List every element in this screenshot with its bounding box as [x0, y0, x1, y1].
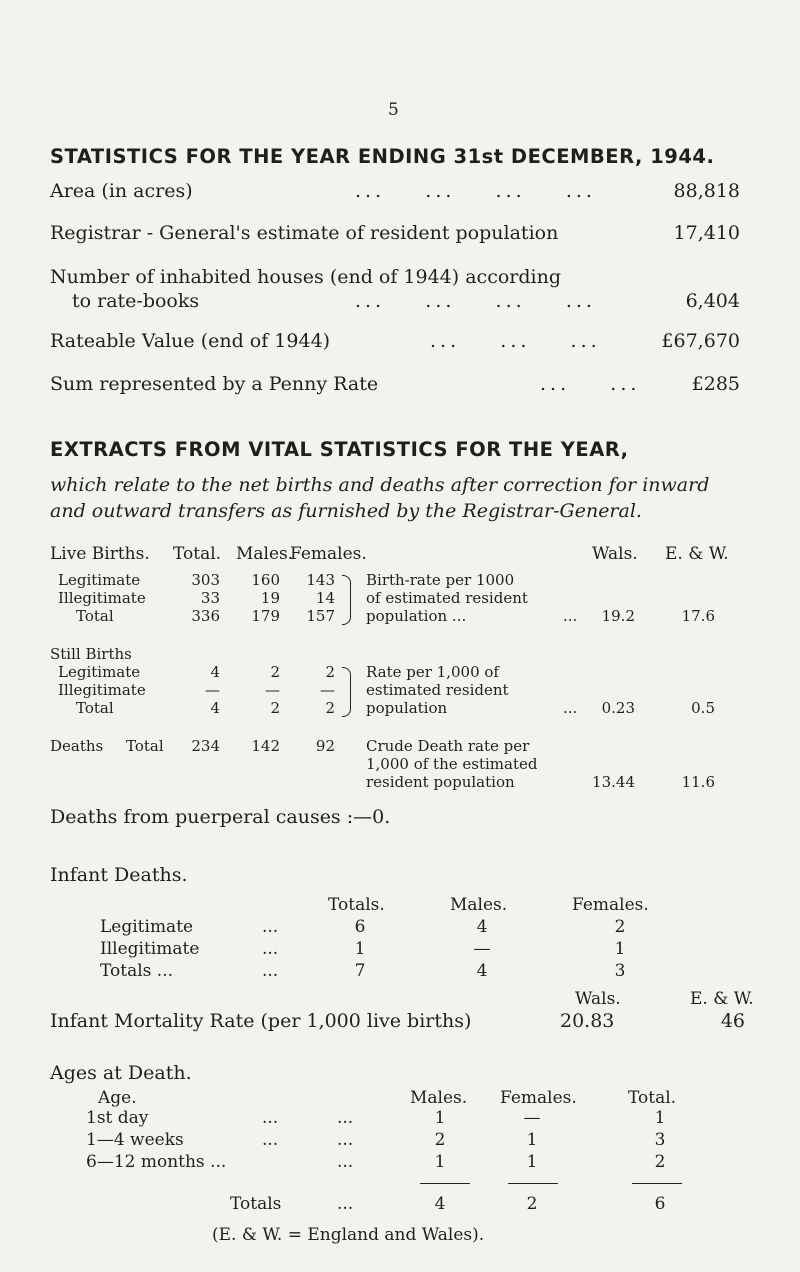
cell-total: —	[205, 681, 220, 699]
cell-males: 2	[270, 699, 280, 717]
row-label: Illegitimate	[58, 681, 146, 699]
leader-dots: ...	[337, 1194, 354, 1214]
penny-label: Sum represented by a Penny Rate	[50, 373, 379, 395]
still-rate-label-cont: population	[366, 699, 448, 717]
cell-total: 1	[654, 1108, 666, 1128]
mortality-ew-header: E. & W.	[690, 989, 754, 1009]
deaths-label: Deaths	[50, 737, 104, 755]
cell-total: 4	[210, 699, 220, 717]
cell-females: 14	[315, 589, 335, 607]
cell-males: 19	[260, 589, 280, 607]
row-label: Total	[76, 607, 114, 625]
row-label: 1—4 weeks	[86, 1130, 184, 1150]
row-label: Legitimate	[58, 571, 141, 589]
cell-males: 4	[476, 961, 488, 981]
cell-females: 1	[526, 1130, 538, 1150]
cell-males: 142	[251, 737, 280, 755]
infant-title: Infant Deaths.	[50, 864, 188, 886]
cell-males: 179	[251, 607, 280, 625]
birth-rate-ew: 17.6	[681, 607, 715, 625]
mortality-wals-header: Wals.	[575, 989, 621, 1009]
column-header-totals: Totals.	[328, 895, 385, 915]
death-rate-label: Crude Death rate per	[366, 737, 530, 755]
column-header-total: Total.	[628, 1088, 677, 1108]
totals-label: Totals	[230, 1194, 282, 1214]
row-label: 6—12 months ...	[86, 1152, 227, 1172]
rateable-label: Rateable Value (end of 1944)	[50, 330, 331, 352]
cell-females: —	[320, 681, 335, 699]
cell-females: —	[523, 1108, 541, 1128]
death-rate-label-cont: 1,000 of the estimated	[366, 755, 538, 773]
leader-dots: ... ... ... ...	[355, 290, 596, 312]
cell-males: —	[473, 939, 491, 959]
infant-mortality-ew: 46	[720, 1010, 745, 1032]
houses-label: Number of inhabited houses (end of 1944) according	[50, 266, 561, 288]
area-label: Area (in acres)	[50, 180, 193, 202]
rateable-value: £67,670	[661, 330, 740, 352]
leader-dots: ... ... ... ...	[355, 180, 596, 202]
leader-dots: ...	[262, 917, 279, 937]
cell-total: 3	[654, 1130, 666, 1150]
column-header-males: Males.	[236, 544, 294, 564]
column-header-category: Live Births.	[50, 544, 150, 564]
area-value: 88,818	[673, 180, 740, 202]
cell-males: 1	[434, 1152, 446, 1172]
leader-dots: ...	[262, 1130, 279, 1150]
column-header-females: Females.	[500, 1088, 577, 1108]
leader-dots: ... ... ...	[430, 330, 601, 352]
population-label: Registrar - General's estimate of resident population	[50, 222, 559, 244]
leader-dots: ...	[337, 1152, 354, 1172]
page-number: 5	[388, 100, 399, 120]
extracts-subtitle-cont: and outward transfers as furnished by the Registrar-General.	[50, 500, 642, 522]
leader-dots: ...	[262, 961, 279, 981]
birth-rate-label: Birth-rate per 1000	[366, 571, 515, 589]
column-header-females: Females.	[572, 895, 649, 915]
brace	[342, 667, 351, 717]
cell-females: 2	[614, 917, 626, 937]
houses-label-cont: to rate-books	[72, 290, 200, 312]
cell-totals: 7	[354, 961, 366, 981]
leader-dots: ...	[563, 607, 578, 625]
cell-males: 2	[270, 663, 280, 681]
row-label: Illegitimate	[100, 939, 200, 959]
cell-females: 143	[306, 571, 335, 589]
cell-totals: 1	[354, 939, 366, 959]
extracts-title: EXTRACTS FROM VITAL STATISTICS FOR THE YEAR,	[50, 438, 629, 461]
row-label: 1st day	[86, 1108, 149, 1128]
leader-dots: ...	[262, 1108, 279, 1128]
cell-males: 4	[434, 1194, 446, 1214]
death-rate-wals: 13.44	[592, 773, 635, 791]
infant-mortality-wals: 20.83	[560, 1010, 615, 1032]
cell-females: 157	[306, 607, 335, 625]
deaths-total-label: Total	[126, 737, 164, 755]
death-rate-label-cont: resident population	[366, 773, 515, 791]
birth-rate-label-cont: population ...	[366, 607, 467, 625]
infant-mortality-label: Infant Mortality Rate (per 1,000 live births)	[50, 1010, 472, 1032]
column-header-total: Total.	[173, 544, 222, 564]
ages-title: Ages at Death.	[50, 1062, 192, 1084]
cell-total: 234	[191, 737, 220, 755]
cell-females: 2	[526, 1194, 538, 1214]
cell-total: 2	[654, 1152, 666, 1172]
still-rate-wals: 0.23	[601, 699, 635, 717]
cell-total: 4	[210, 663, 220, 681]
leader-dots: ...	[563, 699, 578, 717]
column-header-males: Males.	[410, 1088, 468, 1108]
penny-value: £285	[691, 373, 740, 395]
cell-females: 1	[526, 1152, 538, 1172]
cell-females: 1	[614, 939, 626, 959]
cell-males: 4	[476, 917, 488, 937]
cell-total: 33	[200, 589, 220, 607]
divider	[508, 1183, 558, 1184]
brace	[342, 575, 351, 625]
cell-females: 2	[325, 699, 335, 717]
birth-rate-wals: 19.2	[601, 607, 635, 625]
population-value: 17,410	[673, 222, 740, 244]
divider	[420, 1183, 470, 1184]
divider	[632, 1183, 682, 1184]
cell-males: 1	[434, 1108, 446, 1128]
cell-females: 2	[325, 663, 335, 681]
extracts-subtitle: which relate to the net births and deaths after correction for inward	[50, 474, 710, 496]
cell-totals: 6	[354, 917, 366, 937]
footnote: (E. & W. = England and Wales).	[212, 1225, 485, 1245]
column-header-wals: Wals.	[592, 544, 638, 564]
column-header-females: Females.	[290, 544, 367, 564]
cell-males: —	[265, 681, 280, 699]
page-title: STATISTICS FOR THE YEAR ENDING 31st DECEMBER, 1944.	[50, 145, 715, 168]
leader-dots: ...	[337, 1108, 354, 1128]
row-label: Illegitimate	[58, 589, 146, 607]
column-header-age: Age.	[98, 1088, 137, 1108]
houses-value: 6,404	[685, 290, 740, 312]
cell-females: 3	[614, 961, 626, 981]
cell-total: 6	[654, 1194, 666, 1214]
leader-dots: ...	[262, 939, 279, 959]
cell-total: 336	[191, 607, 220, 625]
column-header-males: Males.	[450, 895, 508, 915]
cell-total: 303	[191, 571, 220, 589]
cell-females: 92	[315, 737, 335, 755]
puerperal-deaths: Deaths from puerperal causes :—0.	[50, 806, 391, 828]
column-header-ew: E. & W.	[665, 544, 729, 564]
row-label: Legitimate	[58, 663, 141, 681]
cell-males: 2	[434, 1130, 446, 1150]
still-rate-label-cont: estimated resident	[366, 681, 509, 699]
birth-rate-label-cont: of estimated resident	[366, 589, 528, 607]
still-rate-ew: 0.5	[691, 699, 715, 717]
leader-dots: ...	[337, 1130, 354, 1150]
leader-dots: ... ...	[540, 373, 641, 395]
row-label: Legitimate	[100, 917, 194, 937]
still-rate-label: Rate per 1,000 of	[366, 663, 499, 681]
cell-males: 160	[251, 571, 280, 589]
death-rate-ew: 11.6	[681, 773, 715, 791]
row-label: Totals ...	[100, 961, 173, 981]
still-births-label: Still Births	[50, 645, 132, 663]
row-label: Total	[76, 699, 114, 717]
